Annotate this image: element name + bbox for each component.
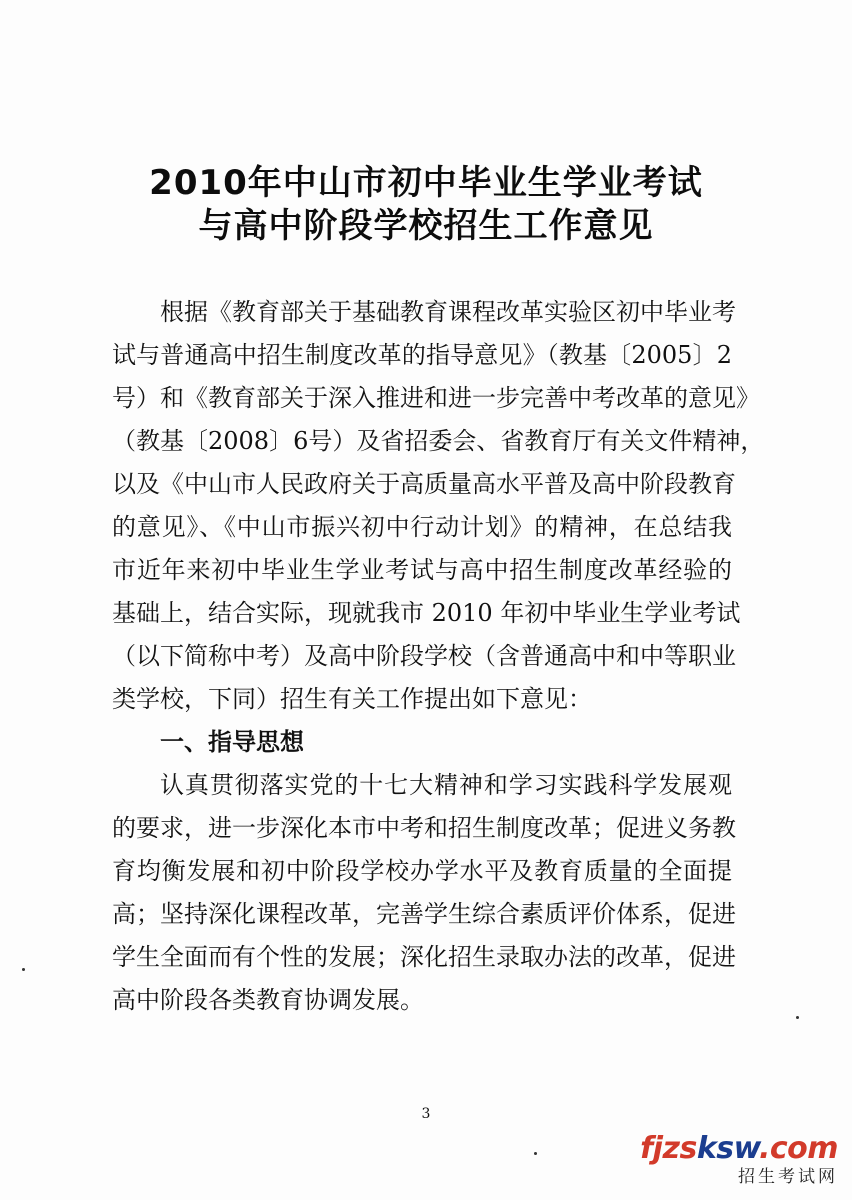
paragraph-line: 根据《教育部关于基础教育课程改革实验区初中毕业考 [160,298,736,326]
paragraph-line: 育均衡发展和初中阶段学校办学水平及教育质量的全面提 [112,857,732,885]
paragraph-line: 高中阶段各类教育协调发展。 [112,986,424,1014]
section-heading: 一、指导思想 [160,728,304,756]
paragraph-line: 的意见》、《中山市振兴初中行动计划》的精神，在总结我 [112,513,732,541]
watermark-logo-dark: ksw [696,1131,759,1166]
watermark-subtitle: 招生考试网 [738,1167,838,1187]
scan-speck [796,1016,799,1019]
paragraph-line: 以及《中山市人民政府关于高质量高水平普及高中阶段教育 [112,470,736,498]
watermark-logo-suffix: .com [758,1131,838,1166]
paragraph-line: 高；坚持深化课程改革，完善学生综合素质评价体系，促进 [112,900,736,928]
paragraph-line: 的要求，进一步深化本市中考和招生制度改革；促进义务教 [112,814,736,842]
scan-speck [22,968,25,971]
paragraph-line: 号）和《教育部关于深入推进和进一步完善中考改革的意见》 [112,384,760,412]
paragraph-line: （以下简称中考）及高中阶段学校（含普通高中和中等职业 [112,642,736,670]
watermark-logo [638,1132,838,1166]
watermark [638,1132,838,1188]
paragraph-line: （教基〔2008〕6号）及省招委会、省教育厅有关文件精神， [112,427,765,455]
document-title-line-1: 2010年中山市初中毕业生学业考试 [149,163,703,203]
paragraph-line: 市近年来初中毕业生学业考试与高中招生制度改革经验的 [112,556,732,584]
document-title-line-2: 与高中阶段学校招生工作意见 [198,206,654,246]
paragraph-line: 认真贯彻落实党的十七大精神和学习实践科学发展观 [160,771,732,799]
paragraph-line: 基础上，结合实际，现就我市 2010 年初中毕业生学业考试 [112,599,741,627]
page-number: 3 [421,1106,431,1122]
scan-speck [534,1152,537,1155]
paragraph-line: 试与普通高中招生制度改革的指导意见》（教基〔2005〕2 [112,341,732,369]
paragraph-line: 类学校，下同）招生有关工作提出如下意见： [112,685,592,713]
watermark-logo-colored: fjzs [640,1131,697,1166]
paragraph-line: 学生全面而有个性的发展；深化招生录取办法的改革，促进 [112,943,736,971]
